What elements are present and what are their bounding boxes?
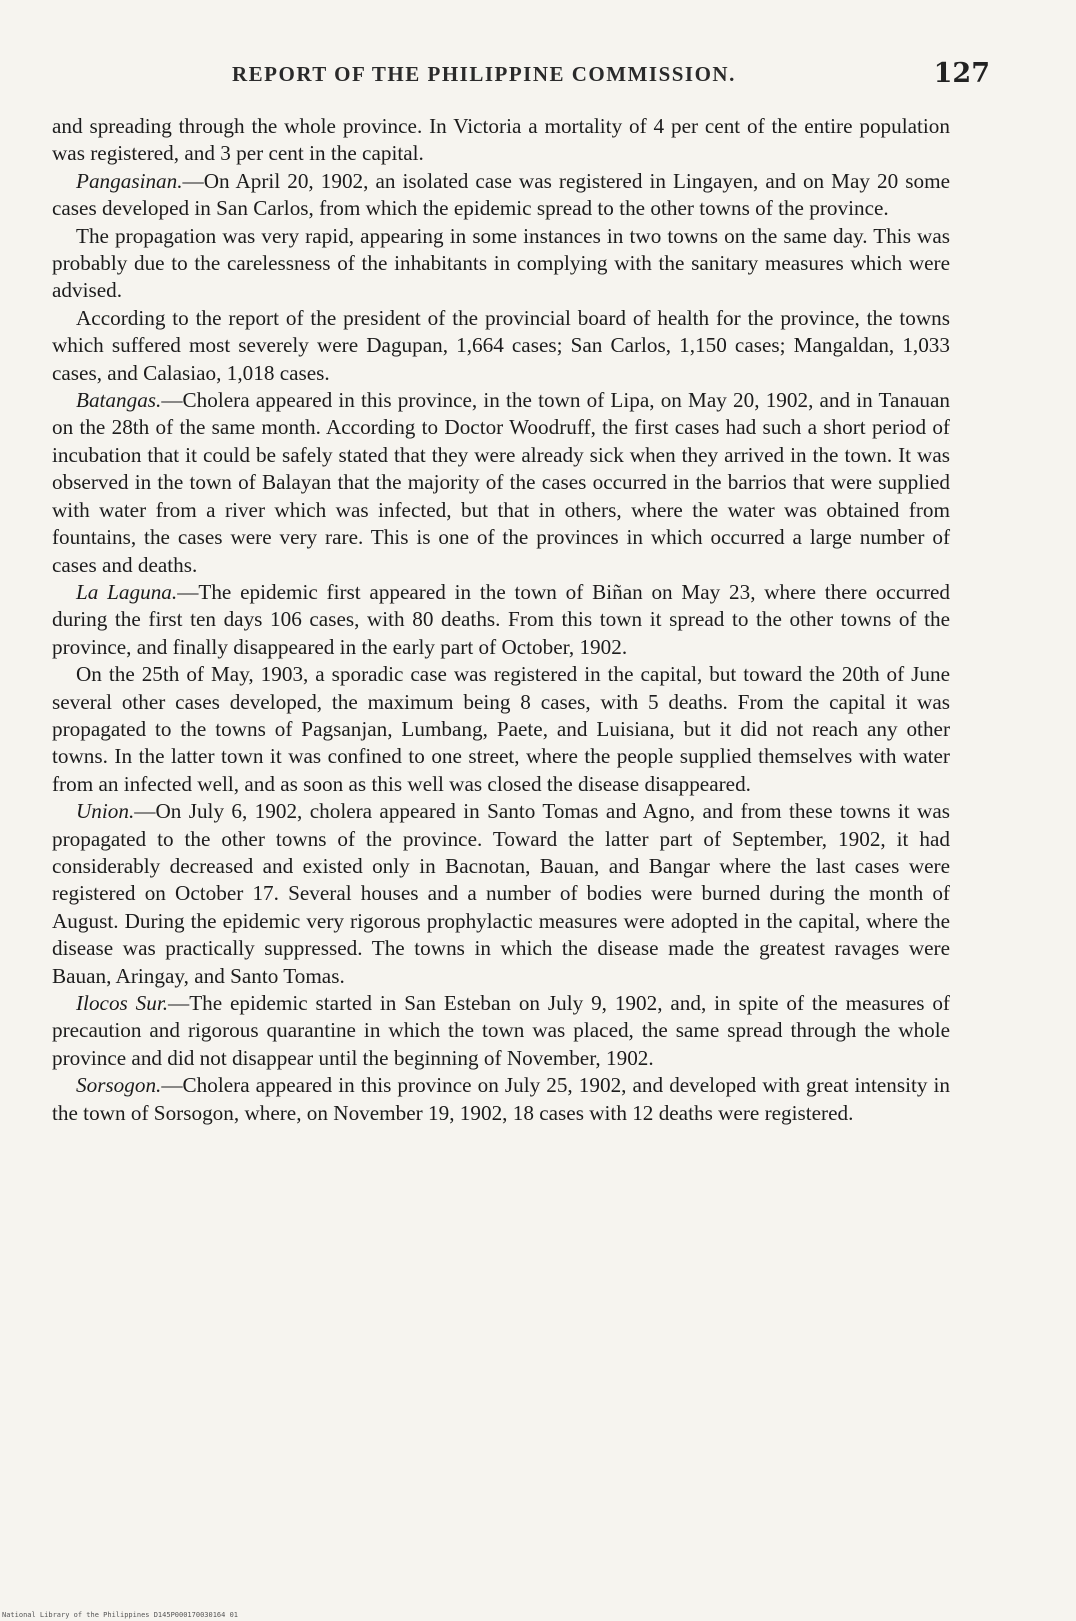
paragraph-text: —On April 20, 1902, an isolated case was registered in Lingayen, and on May 20 some cases developed in San Carlos, from which the epidemic spread to the other towns of the province. [52, 168, 950, 221]
paragraph [52, 1072, 950, 1127]
paragraph-text: —Cholera appeared in this province on July 25, 1902, and developed with great intensity in the town of Sorsogon, where, on November 19, 1902, 18 cases with 12 deaths were registered. [52, 1073, 950, 1125]
paragraph-text: The propagation was very rapid, appearing in some instances in two towns on the same day. This was probably due to the carelessness of the inhabitants in complying with the sanitary measures which were advised. [52, 223, 950, 303]
paragraph-text: —The epidemic first appeared in the town of Biñan on May 23, where there occurred during the first ten days 106 cases, with 80 deaths. From this town it spread to the other towns of the province, and finally disappeared in the early part of October, 1902. [52, 579, 950, 659]
paragraph [52, 223, 950, 305]
section-heading: Pangasinan. [76, 168, 183, 193]
paragraph-text: and spreading through the whole province. In Victoria a mortality of 4 per cent of the entire population was registered, and 3 per cent in the capital. [52, 114, 950, 166]
paragraph [52, 798, 950, 990]
page-header [182, 58, 1002, 98]
paragraph [52, 387, 950, 579]
paragraph-text: —On July 6, 1902, cholera appeared in Santo Tomas and Agno, and from these towns it was propagated to the other towns of the province. Toward the latter part of September, 1902, it had considerably decreased and existed only in Bacnotan, Bauan, and Bangar where the last cases were registered on October 17. Several houses and a number of bodies were burned during the month of August. During the epidemic very rigorous prophylactic measures were adopted in the capital, where the disease was practically suppressed. The towns in which the disease made the greatest ravages were Bauan, Aringay, and Santo Tomas. [52, 799, 950, 988]
section-heading: Ilocos Sur. [76, 991, 169, 1015]
paragraph [52, 305, 950, 387]
paragraph [52, 113, 950, 168]
section-heading: Sorsogon. [76, 1073, 162, 1098]
paragraph-text: According to the report of the president of the provincial board of health for the province, the towns which suffered most severely were Dagupan, 1,664 cases; San Carlos, 1,150 cases; Mangaldan, 1,033 cases, and Calasiao, 1,018 cases. [52, 305, 950, 385]
running-title: REPORT OF THE PHILIPPINE COMMISSION. [232, 62, 736, 86]
section-heading: Batangas. [76, 388, 162, 413]
paragraph-text: —Cholera appeared in this province, in the town of Lipa, on May 20, 1902, and in Tanauan on the 28th of the same month. According to Doctor Woodruff, the first cases had such a short period of incubation that it could be safely stated that they were already sick when they arrived in the town. It was observed in the town of Balayan that the majority of the cases occurred in the barrios that were supplied with water from a river which was infected, but that in others, where the water was obtained from fountains, the cases were very rare. This is one of the provinces in which occurred a large number of cases and deaths. [52, 388, 950, 577]
scan-identifier: National Library of the Philippines D145P000170030164 01 [2, 1611, 239, 1619]
paragraph-text: On the 25th of May, 1903, a sporadic case was registered in the capital, but toward the 20th of June several other cases developed, the maximum being 8 cases, with 5 deaths. From the capital it was propagated to the towns of Pagsanjan, Lumbang, Paete, and Luisiana, but it did not reach any other towns. In the latter town it was confined to one street, where the people supplied themselves with water from an infected well, and as soon as this well was closed the disease disappeared. [52, 662, 950, 796]
section-heading: La Laguna. [76, 579, 178, 604]
body-text [52, 113, 950, 1127]
paragraph [52, 661, 950, 798]
paragraph-text: —The epidemic started in San Esteban on July 9, 1902, and, in spite of the measures of precaution and rigorous quarantine in which the town was placed, the same spread through the whole province and did not disappear until the beginning of November, 1902. [52, 991, 950, 1070]
page-number: 127 [933, 58, 990, 89]
section-heading: Union. [76, 799, 135, 824]
paragraph [52, 579, 950, 661]
paragraph [52, 168, 950, 223]
paragraph [52, 990, 950, 1072]
